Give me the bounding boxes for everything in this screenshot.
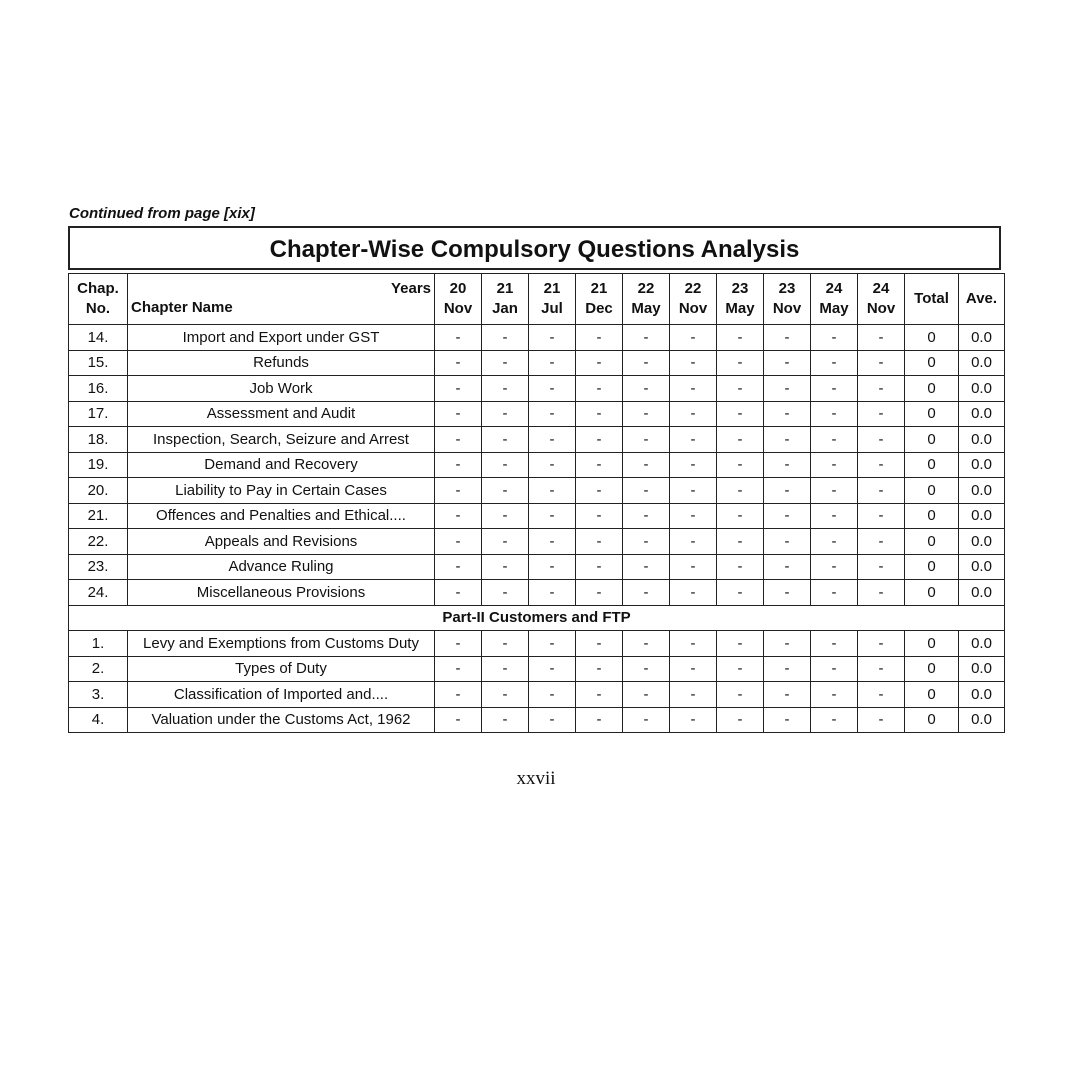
period-value: - [623, 554, 670, 580]
period-value: - [529, 707, 576, 733]
table-body [69, 325, 1005, 733]
period-value: - [576, 427, 623, 453]
period-value: - [623, 478, 670, 504]
chapter-name-header [128, 274, 435, 325]
period-value: - [764, 580, 811, 606]
chapter-name: Valuation under the Customs Act, 1962 [128, 707, 435, 733]
period-value: - [435, 427, 482, 453]
chapter-number: 16. [69, 376, 128, 402]
period-value: - [435, 350, 482, 376]
period-value: - [529, 682, 576, 708]
period-year: 23 [731, 280, 749, 297]
chapter-name: Appeals and Revisions [128, 529, 435, 555]
period-value: - [717, 376, 764, 402]
period-value: - [482, 580, 529, 606]
period-value: - [811, 478, 858, 504]
period-value: - [623, 350, 670, 376]
period-value: - [764, 707, 811, 733]
period-value: - [576, 707, 623, 733]
period-value: - [623, 707, 670, 733]
total-header: Total [905, 274, 959, 325]
period-value: - [576, 554, 623, 580]
chapter-number: 19. [69, 452, 128, 478]
average-value: 0.0 [959, 401, 1005, 427]
period-value: - [717, 707, 764, 733]
table-row [69, 401, 1005, 427]
period-value: - [576, 350, 623, 376]
period-month: May [725, 300, 755, 317]
chapter-number: 24. [69, 580, 128, 606]
period-value: - [482, 478, 529, 504]
period-value: - [811, 427, 858, 453]
period-value: - [858, 350, 905, 376]
period-value: - [717, 580, 764, 606]
table-row [69, 350, 1005, 376]
table-row [69, 529, 1005, 555]
period-value: - [576, 580, 623, 606]
period-value: - [764, 656, 811, 682]
period-value: - [858, 401, 905, 427]
period-value: - [670, 656, 717, 682]
period-value: - [623, 503, 670, 529]
period-value: - [717, 503, 764, 529]
period-month: May [631, 300, 661, 317]
period-header [858, 274, 905, 325]
period-value: - [764, 631, 811, 657]
average-value: 0.0 [959, 325, 1005, 351]
period-value: - [858, 656, 905, 682]
period-value: - [811, 452, 858, 478]
chapter-name: Classification of Imported and.... [128, 682, 435, 708]
period-year: 24 [825, 280, 843, 297]
period-value: - [717, 631, 764, 657]
chapter-number: 18. [69, 427, 128, 453]
period-value: - [482, 401, 529, 427]
table-row [69, 452, 1005, 478]
period-value: - [482, 707, 529, 733]
period-value: - [670, 529, 717, 555]
period-value: - [435, 656, 482, 682]
period-value: - [858, 529, 905, 555]
period-value: - [858, 554, 905, 580]
period-value: - [529, 427, 576, 453]
average-value: 0.0 [959, 350, 1005, 376]
chapter-name: Assessment and Audit [128, 401, 435, 427]
period-value: - [623, 631, 670, 657]
period-value: - [670, 452, 717, 478]
period-value: - [435, 376, 482, 402]
average-value: 0.0 [959, 554, 1005, 580]
table-row [69, 427, 1005, 453]
period-value: - [482, 631, 529, 657]
chapter-name: Advance Ruling [128, 554, 435, 580]
chapter-name-label: Chapter Name [131, 299, 233, 316]
period-value: - [435, 554, 482, 580]
chapter-name: Offences and Penalties and Ethical.... [128, 503, 435, 529]
period-value: - [717, 452, 764, 478]
period-value: - [858, 682, 905, 708]
period-value: - [858, 427, 905, 453]
ave-header: Ave. [959, 274, 1005, 325]
period-value: - [811, 401, 858, 427]
chapter-number: 1. [69, 631, 128, 657]
period-value: - [529, 478, 576, 504]
period-value: - [811, 707, 858, 733]
period-value: - [764, 682, 811, 708]
period-value: - [764, 401, 811, 427]
period-value: - [529, 452, 576, 478]
period-value: - [811, 580, 858, 606]
period-value: - [623, 401, 670, 427]
period-value: - [576, 325, 623, 351]
period-value: - [529, 350, 576, 376]
period-value: - [435, 401, 482, 427]
chapter-name: Refunds [128, 350, 435, 376]
total-value: 0 [905, 707, 959, 733]
period-value: - [576, 631, 623, 657]
period-value: - [435, 478, 482, 504]
total-value: 0 [905, 580, 959, 606]
period-value: - [670, 580, 717, 606]
table-row [69, 478, 1005, 504]
period-value: - [623, 325, 670, 351]
period-value: - [670, 376, 717, 402]
period-value: - [435, 580, 482, 606]
period-value: - [529, 656, 576, 682]
period-value: - [811, 529, 858, 555]
chapter-name: Demand and Recovery [128, 452, 435, 478]
period-header [529, 274, 576, 325]
chapter-name: Types of Duty [128, 656, 435, 682]
period-value: - [670, 401, 717, 427]
period-value: - [811, 554, 858, 580]
period-value: - [764, 529, 811, 555]
period-month: Dec [585, 300, 613, 317]
period-header [623, 274, 670, 325]
period-value: - [529, 580, 576, 606]
average-value: 0.0 [959, 580, 1005, 606]
period-value: - [811, 631, 858, 657]
table-row [69, 580, 1005, 606]
period-value: - [482, 427, 529, 453]
period-value: - [435, 529, 482, 555]
period-value: - [811, 325, 858, 351]
years-label: Years [390, 280, 431, 297]
chapter-number: 2. [69, 656, 128, 682]
period-value: - [623, 529, 670, 555]
period-value: - [670, 350, 717, 376]
total-value: 0 [905, 427, 959, 453]
period-value: - [811, 376, 858, 402]
period-value: - [670, 427, 717, 453]
chapter-number: 20. [69, 478, 128, 504]
table-row [69, 656, 1005, 682]
chapter-name: Levy and Exemptions from Customs Duty [128, 631, 435, 657]
period-value: - [482, 529, 529, 555]
period-value: - [858, 478, 905, 504]
period-value: - [529, 554, 576, 580]
average-value: 0.0 [959, 478, 1005, 504]
average-value: 0.0 [959, 682, 1005, 708]
total-value: 0 [905, 452, 959, 478]
continued-note: Continued from page [xix] [69, 205, 255, 222]
analysis-table [68, 273, 1005, 733]
period-value: - [623, 376, 670, 402]
average-value: 0.0 [959, 503, 1005, 529]
average-value: 0.0 [959, 376, 1005, 402]
total-value: 0 [905, 376, 959, 402]
period-value: - [623, 427, 670, 453]
period-month: Jan [492, 300, 518, 317]
period-value: - [717, 656, 764, 682]
period-month: May [819, 300, 849, 317]
period-value: - [764, 554, 811, 580]
period-value: - [858, 452, 905, 478]
period-year: 21 [496, 280, 514, 297]
table-row [69, 631, 1005, 657]
total-value: 0 [905, 401, 959, 427]
total-value: 0 [905, 325, 959, 351]
period-value: - [811, 656, 858, 682]
total-value: 0 [905, 682, 959, 708]
period-value: - [670, 707, 717, 733]
period-value: - [482, 376, 529, 402]
period-value: - [529, 631, 576, 657]
chapter-name: Import and Export under GST [128, 325, 435, 351]
period-value: - [435, 503, 482, 529]
period-value: - [435, 452, 482, 478]
period-value: - [576, 529, 623, 555]
period-value: - [576, 376, 623, 402]
period-year: 21 [543, 280, 561, 297]
period-value: - [764, 376, 811, 402]
period-value: - [435, 682, 482, 708]
period-value: - [858, 325, 905, 351]
period-value: - [764, 478, 811, 504]
period-value: - [529, 529, 576, 555]
period-value: - [670, 554, 717, 580]
period-value: - [670, 325, 717, 351]
average-value: 0.0 [959, 656, 1005, 682]
period-value: - [435, 325, 482, 351]
period-value: - [717, 350, 764, 376]
period-year: 20 [449, 280, 467, 297]
period-value: - [623, 452, 670, 478]
table-title: Chapter-Wise Compulsory Questions Analysis [68, 226, 1001, 270]
chapter-number: 15. [69, 350, 128, 376]
period-value: - [623, 580, 670, 606]
period-value: - [811, 350, 858, 376]
period-value: - [717, 554, 764, 580]
table-row [69, 503, 1005, 529]
period-value: - [576, 478, 623, 504]
period-month: Nov [678, 300, 708, 317]
period-value: - [670, 682, 717, 708]
period-value: - [529, 376, 576, 402]
period-value: - [435, 631, 482, 657]
chapter-name: Inspection, Search, Seizure and Arrest [128, 427, 435, 453]
chap-no-header-line2: No. [85, 300, 111, 317]
period-value: - [858, 376, 905, 402]
period-value: - [482, 656, 529, 682]
total-value: 0 [905, 478, 959, 504]
header-row [69, 274, 1005, 325]
period-month: Nov [866, 300, 896, 317]
period-value: - [811, 682, 858, 708]
period-value: - [482, 452, 529, 478]
chapter-number: 17. [69, 401, 128, 427]
period-value: - [576, 452, 623, 478]
period-value: - [576, 682, 623, 708]
period-header [670, 274, 717, 325]
period-month: Jul [541, 300, 563, 317]
period-value: - [435, 707, 482, 733]
table-row [69, 682, 1005, 708]
period-value: - [482, 325, 529, 351]
section-row [69, 605, 1005, 631]
period-value: - [623, 682, 670, 708]
period-value: - [482, 682, 529, 708]
period-value: - [670, 503, 717, 529]
page-number: xxvii [516, 768, 556, 789]
period-value: - [717, 427, 764, 453]
period-value: - [858, 707, 905, 733]
period-value: - [576, 656, 623, 682]
average-value: 0.0 [959, 427, 1005, 453]
period-value: - [576, 401, 623, 427]
period-header [717, 274, 764, 325]
average-value: 0.0 [959, 707, 1005, 733]
chapter-number: 3. [69, 682, 128, 708]
period-value: - [529, 325, 576, 351]
total-value: 0 [905, 631, 959, 657]
period-value: - [811, 503, 858, 529]
chapter-number: 14. [69, 325, 128, 351]
chap-no-header-line1: Chap. [77, 280, 119, 297]
period-value: - [717, 401, 764, 427]
period-value: - [576, 503, 623, 529]
period-value: - [764, 350, 811, 376]
period-value: - [482, 503, 529, 529]
period-month: Nov [443, 300, 473, 317]
period-header [576, 274, 623, 325]
period-value: - [764, 452, 811, 478]
table-row [69, 325, 1005, 351]
period-header [764, 274, 811, 325]
period-header [435, 274, 482, 325]
period-value: - [764, 325, 811, 351]
period-year: 22 [637, 280, 655, 297]
chap-no-header [69, 274, 128, 325]
chapter-number: 21. [69, 503, 128, 529]
period-value: - [764, 503, 811, 529]
table-row [69, 554, 1005, 580]
chapter-number: 4. [69, 707, 128, 733]
period-value: - [717, 478, 764, 504]
average-value: 0.0 [959, 452, 1005, 478]
chapter-number: 22. [69, 529, 128, 555]
period-value: - [858, 631, 905, 657]
period-value: - [482, 350, 529, 376]
period-year: 22 [684, 280, 702, 297]
period-value: - [482, 554, 529, 580]
period-value: - [764, 427, 811, 453]
period-year: 23 [778, 280, 796, 297]
total-value: 0 [905, 529, 959, 555]
period-month: Nov [772, 300, 802, 317]
chapter-name: Liability to Pay in Certain Cases [128, 478, 435, 504]
table-row [69, 376, 1005, 402]
period-value: - [623, 656, 670, 682]
total-value: 0 [905, 656, 959, 682]
period-value: - [858, 503, 905, 529]
period-value: - [670, 478, 717, 504]
table-row [69, 707, 1005, 733]
total-value: 0 [905, 503, 959, 529]
period-year: 24 [872, 280, 890, 297]
period-value: - [529, 401, 576, 427]
period-value: - [717, 529, 764, 555]
total-value: 0 [905, 554, 959, 580]
chapter-number: 23. [69, 554, 128, 580]
period-value: - [529, 503, 576, 529]
chapter-name: Job Work [128, 376, 435, 402]
period-value: - [670, 631, 717, 657]
average-value: 0.0 [959, 529, 1005, 555]
period-value: - [717, 325, 764, 351]
period-header [482, 274, 529, 325]
period-header [811, 274, 858, 325]
total-value: 0 [905, 350, 959, 376]
section-heading: Part-II Customers and FTP [69, 605, 1005, 631]
period-value: - [858, 580, 905, 606]
period-value: - [717, 682, 764, 708]
average-value: 0.0 [959, 631, 1005, 657]
period-year: 21 [590, 280, 608, 297]
chapter-name: Miscellaneous Provisions [128, 580, 435, 606]
